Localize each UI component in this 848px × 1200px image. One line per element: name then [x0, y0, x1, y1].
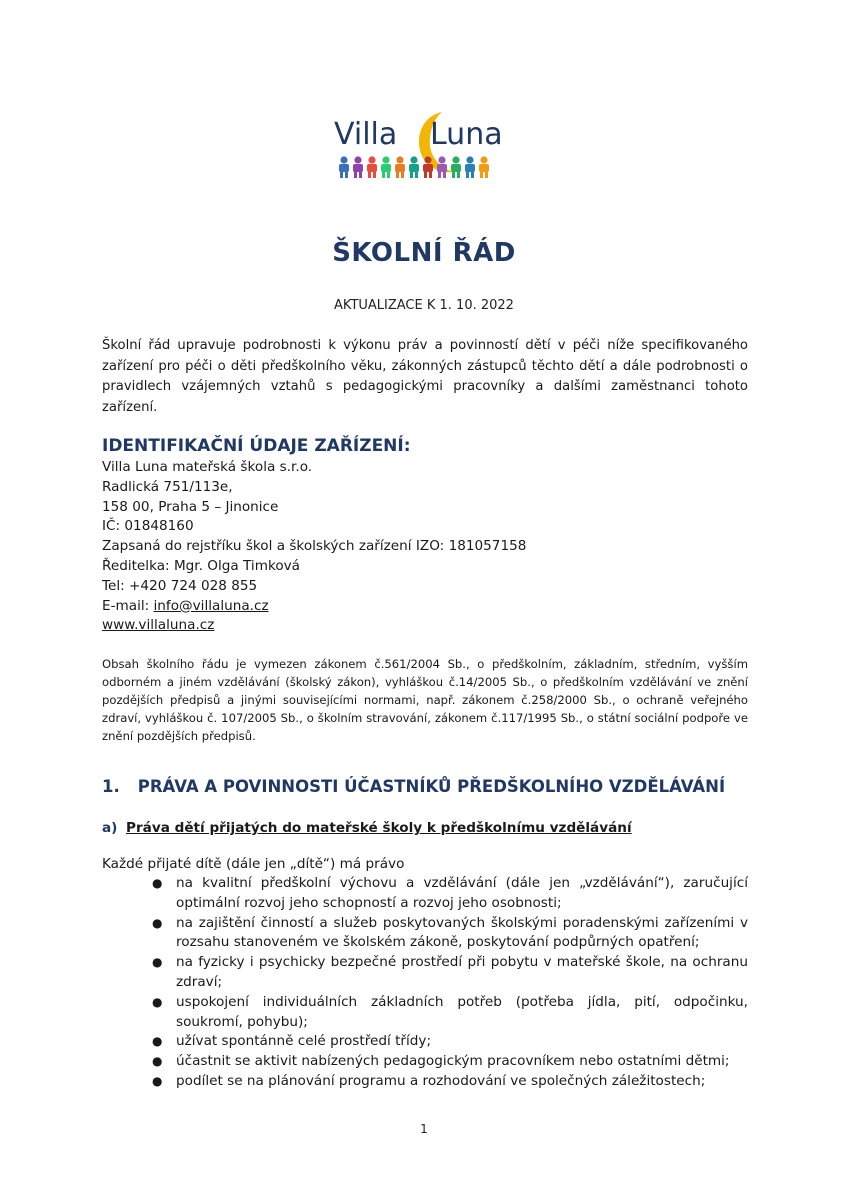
list-item-text: na kvalitní předškolní výchovu a vzdělávání (dále jen „vzdělávání“), zaručující optimální rozvoj jeho schopností a rozvoj jeho osobnosti;	[176, 875, 748, 911]
list-item-text: na zajištění činností a služeb poskytovaných školskými poradenskými zařízeními v rozsahu stanoveném ve školském zákoně, poskytování podpůrných opatření;	[176, 914, 748, 951]
bullet-icon: ●	[152, 1073, 163, 1088]
child-figure-icon	[395, 156, 405, 178]
email-label: E-mail:	[102, 597, 154, 614]
list-item	[152, 1052, 748, 1072]
list-item	[152, 1032, 748, 1052]
bullet-icon: ●	[152, 1054, 163, 1069]
section-1-number: 1.	[102, 777, 120, 796]
bullet-icon: ●	[152, 994, 163, 1009]
org-ic: IČ: 01848160	[102, 518, 194, 535]
org-phone: Tel: +420 724 028 855	[102, 577, 258, 594]
subsection-a-heading	[102, 820, 632, 836]
org-email-line	[102, 597, 748, 617]
org-register: Zapsaná do rejstříku škol a školských zařízení IZO: 181057158	[102, 538, 527, 555]
logo-word-left: Villa	[334, 117, 398, 152]
bullet-icon: ●	[152, 915, 163, 930]
org-director: Ředitelka: Mgr. Olga Timková	[102, 557, 301, 574]
list-item-text: užívat spontánně celé prostředí třídy;	[176, 1033, 432, 1050]
bullet-icon: ●	[152, 955, 163, 970]
child-figure-icon	[339, 156, 349, 178]
logo-graphic	[330, 104, 514, 188]
rights-list	[152, 874, 748, 1092]
list-item-text: uspokojení individuálních základních potřeb (potřeba jídla, pití, odpočinku, soukromí, pohybu);	[176, 993, 748, 1030]
list-item	[152, 1072, 748, 1092]
child-figure-icon	[409, 156, 419, 178]
org-web-line	[102, 616, 748, 636]
child-figure-icon	[451, 156, 461, 178]
email-link[interactable]: info@villaluna.cz	[153, 597, 269, 614]
list-item	[152, 993, 748, 1033]
identification-details	[102, 458, 748, 636]
page-number: 1	[420, 1122, 428, 1136]
section-1-title: PRÁVA A POVINNOSTI ÚČASTNÍKŮ PŘEDŠKOLNÍHO VZDĚLÁVÁNÍ	[137, 777, 726, 796]
list-item	[152, 874, 748, 914]
villa-luna-logo	[330, 104, 514, 188]
update-date: AKTUALIZACE K 1. 10. 2022	[334, 298, 514, 313]
intro-paragraph: Školní řád upravuje podrobnosti k výkonu práv a povinností dětí v péči níže specifikovaného zařízení pro péči o děti předškolního věku, zákonných zástupců těchto dětí a dále podrobnosti o pravidlech vzájemných vztahů s pedagogickými pracovníky a dalšími zaměstnanci tohoto zařízení.	[102, 338, 748, 415]
child-figure-icon	[353, 156, 363, 178]
bullet-icon: ●	[152, 1034, 163, 1049]
org-street: Radlická 751/113e,	[102, 478, 233, 495]
rights-lead: Každé přijaté dítě (dále jen „dítě“) má právo	[102, 856, 405, 872]
children-row-icon	[339, 156, 489, 178]
bullet-icon: ●	[152, 876, 163, 890]
child-figure-icon	[437, 156, 447, 178]
list-item	[152, 953, 748, 993]
child-figure-icon	[381, 156, 391, 178]
list-item-text: účastnit se aktivit nabízených pedagogickým pracovníkem nebo ostatními dětmi;	[176, 1053, 730, 1070]
page-title: ŠKOLNÍ ŘÁD	[332, 238, 516, 268]
list-item	[152, 914, 748, 954]
logo-word-right: Luna	[430, 117, 503, 152]
child-figure-icon	[479, 156, 489, 178]
child-figure-icon	[465, 156, 475, 178]
child-figure-icon	[423, 156, 433, 178]
web-link[interactable]: www.villaluna.cz	[102, 617, 215, 634]
list-item-text: na fyzicky i psychicky bezpečné prostředí při pobytu v mateřské škole, na ochranu zdraví;	[176, 954, 748, 990]
subsection-a-letter: a)	[102, 820, 118, 836]
subsection-a-title: Práva dětí přijatých do mateřské školy k předškolnímu vzdělávání	[126, 820, 632, 836]
section-1-heading	[102, 777, 762, 796]
org-name: Villa Luna mateřská škola s.r.o.	[102, 459, 313, 475]
legal-basis-paragraph: Obsah školního řádu je vymezen zákonem č.561/2004 Sb., o předškolním, základním, středním, vyšším odborném a jiném vzdělávání (školský zákon), vyhláškou č.14/2005 Sb., o předškolním vzdělávání ve znění pozdějších předpisů a jinými souvisejícími normami, např. zákonem č.258/2000 Sb., o ochraně veřejného zdraví, vyhláškou č. 107/2005 Sb., o školním stravování, zákonem č.117/1995 Sb., o státní sociální podpoře ve znění pozdějších předpisů.	[102, 657, 748, 743]
org-city: 158 00, Praha 5 – Jinonice	[102, 498, 279, 515]
child-figure-icon	[367, 156, 377, 178]
list-item-text: podílet se na plánování programu a rozhodování ve společných záležitostech;	[176, 1072, 706, 1089]
identification-heading: IDENTIFIKAČNÍ ÚDAJE ZAŘÍZENÍ:	[102, 436, 411, 456]
